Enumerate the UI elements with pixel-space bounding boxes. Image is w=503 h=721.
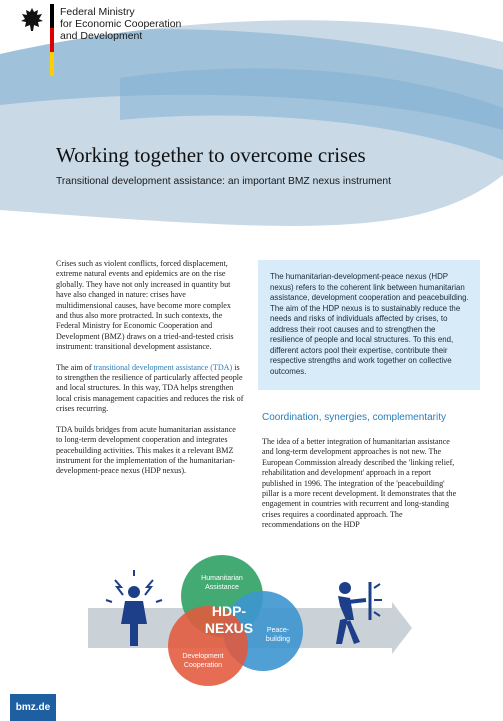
tda-link[interactable]: transitional development assistance (TDA) — [93, 362, 233, 372]
flag-stripe-black — [50, 4, 54, 28]
label-humanitarian-1: Humanitarian — [201, 575, 243, 582]
info-box-text: The humanitarian-development-peace nexus (HDP nexus) refers to the coherent link between humanitarian assistance, development cooperation and peacebuilding. The aim of the HDP nexus is to sustainably reduce the needs and risks of individuals affected by crises, to address their root causes and to strengthen the resilience of people and local structures. To this end, different actors pool their expertise, contribute their respective strengths and work together on collective outcomes. — [270, 272, 469, 376]
label-humanitarian-2: Assistance — [205, 584, 239, 591]
page-subtitle: Transitional development assistance: an important BMZ nexus instrument — [56, 176, 391, 187]
label-development-1: Development — [182, 653, 224, 660]
label-hdp: HDP- — [211, 603, 247, 619]
aim-paragraph — [56, 363, 244, 415]
intro-paragraph: Crises such as violent conflicts, forced displacement, extreme natural events and epidemics are on the rise globally. They have not only increased in quantity but have also changed in nature: crises have multidimensional causes, have become more complex and thus also more protracted. In such contexts, the Federal Ministry for Economic Cooperation and Development (BMZ) draws on a tried-and-tested crisis instrument: transitional development assistance. — [56, 259, 234, 352]
label-peace-1: Peace- — [266, 627, 290, 634]
hdp-nexus-diagram — [0, 540, 503, 690]
flag-stripe-gold — [50, 52, 54, 76]
german-flag-bar — [50, 4, 54, 76]
ministry-line-3: and Development — [60, 30, 143, 42]
flag-stripe-red — [50, 28, 54, 52]
hdp-nexus-info-box — [258, 260, 480, 390]
eagle-icon — [18, 6, 46, 34]
aim-text-pre: The aim of — [56, 362, 94, 372]
ministry-name — [60, 6, 181, 42]
label-peace-2: building — [265, 636, 291, 643]
right-column — [262, 437, 462, 541]
left-column — [56, 259, 244, 487]
aim-text-post: is to strengthen the resilience of particularly affected people and local structures. In this way, TDA helps strengthen local crisis management capacities and reduces the risk of crises recurring. — [56, 362, 244, 414]
page-title: Working together to overcome crises — [56, 143, 366, 167]
ministry-line-1: Federal Ministry — [60, 6, 135, 18]
ministry-line-2: for Economic Cooperation — [60, 18, 182, 30]
label-development-2: Cooperation — [183, 662, 223, 669]
label-nexus: NEXUS — [204, 620, 254, 636]
bmz-footer-logo[interactable]: bmz.de — [10, 694, 56, 721]
coordination-heading: Coordination, synergies, complementarity — [262, 412, 446, 423]
bridges-paragraph: TDA builds bridges from acute humanitarian assistance to long-term development cooperation and integrates peacebuilding activities. This makes it a relevant BMZ instrument for the implementation of the humanitarian-development-peace nexus (HDP nexus). — [56, 424, 236, 476]
coordination-paragraph: The idea of a better integration of humanitarian assistance and long-term development approaches is not new. The European Commission already described the 'linking relief, rehabilitation and development' approach in a report published in 1996. The integration of the 'peacebuilding' pillar is a more recent development. It demonstrates that the engagement in countries with recurrent and long-standing crises requires a coordinated approach. The recommendations on the HDP — [262, 437, 457, 530]
